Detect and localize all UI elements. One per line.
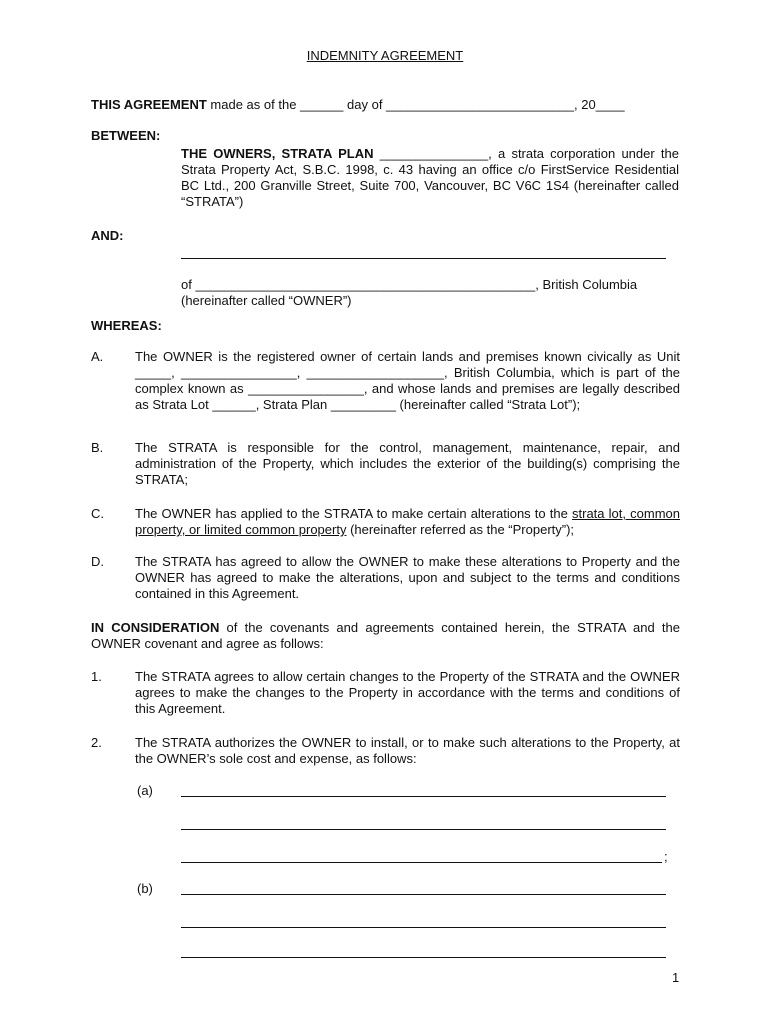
- page-number: 1: [672, 970, 680, 985]
- recital-letter: C.: [91, 506, 104, 521]
- between-label: BETWEEN:: [91, 128, 161, 143]
- strata-party-block: [181, 146, 679, 210]
- blank-line: [181, 862, 662, 863]
- recital-text-underlined: strata lot, common property, or limited common property: [135, 506, 680, 537]
- strata-name-bold: THE OWNERS, STRATA PLAN: [181, 146, 374, 161]
- intro-rest: made as of the ______ day of __________________________, 20____: [206, 97, 625, 112]
- recital-letter: D.: [91, 554, 104, 569]
- owner-name-blank: [181, 258, 666, 259]
- recital-letter: A.: [91, 349, 104, 364]
- and-label: AND:: [91, 228, 124, 243]
- recital-letter: B.: [91, 440, 104, 455]
- blank-line: [181, 796, 666, 797]
- clause-text: The STRATA agrees to allow certain changes to the Property of the STRATA and the OWNER agrees to make the changes to the Property in accordance with the terms and conditions of this Agreement.: [135, 669, 680, 716]
- recital-text-after: (hereinafter referred as the “Property”);: [346, 522, 575, 537]
- clause-number: 1.: [91, 669, 102, 684]
- owner-of-line: of _______________________________________________, British Columbia: [181, 277, 638, 292]
- page-title: INDEMNITY AGREEMENT: [306, 48, 464, 63]
- recital-text: The OWNER is the registered owner of certain lands and premises known civically as Unit _____, ________________, ___________________, British Columbia, which is part of the complex known as ________________, and whose lands and premises are legally described as Strata Lot ______, Strata Plan _________ (hereinafter called “Strata Lot”);: [135, 349, 680, 412]
- blank-line: [181, 894, 666, 895]
- intro-bold: THIS AGREEMENT: [91, 97, 207, 112]
- clause-text: The STRATA authorizes the OWNER to install, or to make such alterations to the Property, at the OWNER’s sole cost and expense, as follows:: [135, 735, 680, 766]
- semicolon: ;: [664, 849, 668, 864]
- recital-text: The STRATA is responsible for the control, management, maintenance, repair, and administration of the Property, which includes the exterior of the building(s) comprising the STRATA;: [135, 440, 680, 487]
- consideration-paragraph: [91, 620, 680, 652]
- consideration-rest: of the covenants and agreements contained herein, the STRATA and the OWNER covenant and agree as follows:: [91, 620, 680, 651]
- strata-description: _______________, a strata corporation under the Strata Property Act, S.B.C. 1998, c. 43 having an office c/o FirstService Residential BC Ltd., 200 Granville Street, Suite 700, Vancouver, BC V6C 1S4 (hereinafter called “STRATA”): [181, 146, 679, 209]
- consideration-bold: IN CONSIDERATION: [91, 620, 220, 635]
- whereas-label: WHEREAS:: [91, 318, 162, 333]
- recital-text-before: The OWNER has applied to the STRATA to make certain alterations to the: [135, 506, 573, 521]
- blank-line: [181, 927, 666, 928]
- owner-called-line: (hereinafter called “OWNER”): [181, 293, 352, 308]
- sub-item-label-a: (a): [137, 783, 153, 798]
- intro-line: [91, 97, 625, 113]
- blank-line: [181, 829, 666, 830]
- recital-text: [135, 506, 680, 538]
- clause-number: 2.: [91, 735, 102, 750]
- blank-line: [181, 957, 666, 958]
- recital-text: The STRATA has agreed to allow the OWNER to make these alterations to Property and the OWNER has agreed to make the alterations, upon and subject to the terms and conditions contained in this Agreement.: [135, 554, 680, 601]
- sub-item-label-b: (b): [137, 881, 153, 896]
